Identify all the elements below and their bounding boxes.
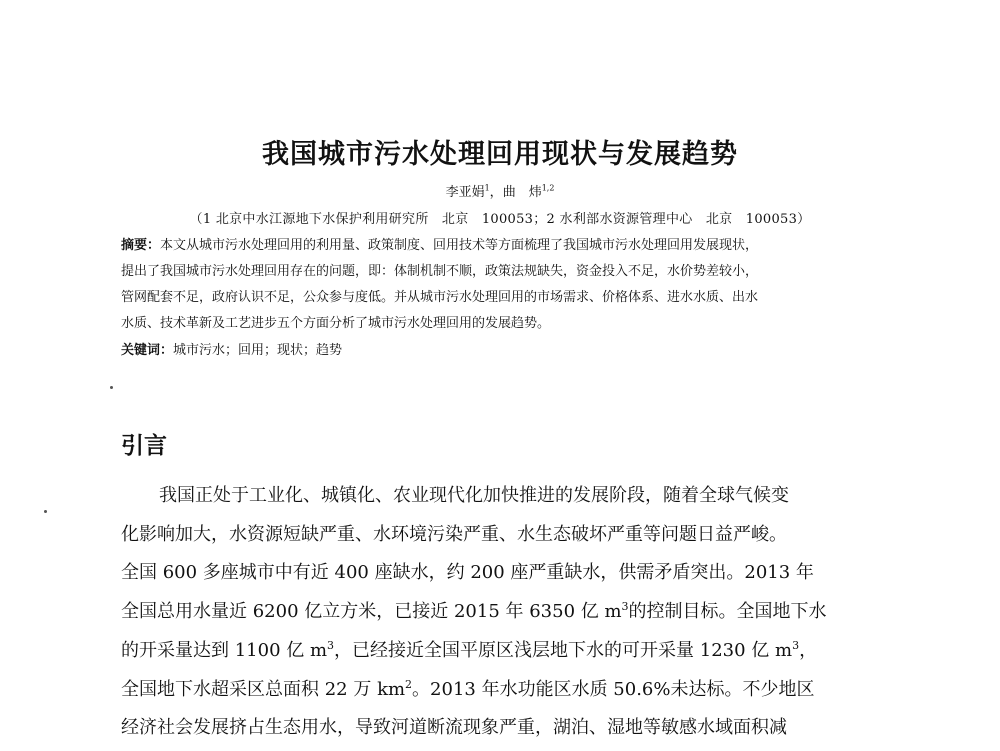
author-line <box>0 181 1000 200</box>
body-text-segment: ， <box>799 639 818 661</box>
superscript: 3 <box>621 600 629 614</box>
body-text-segment: 的控制目标。全国地下水 <box>628 601 827 623</box>
body-line: 我国正处于工业化、城镇化、农业现代化加快推进的发展阶段，随着全球气候变 <box>159 485 789 506</box>
body-line: 化影响加大，水资源短缺严重、水环境污染严重、水生态破坏严重等问题日益严峻。 <box>121 523 787 545</box>
author-affil-mark: 1 <box>484 183 490 193</box>
body-text-segment: 全国总用水量近 6200 亿立方米，已接近 2015 年 6350 亿 m <box>121 601 622 623</box>
scan-speck <box>44 510 47 513</box>
body-line-5 <box>121 632 879 671</box>
keywords-label: 关键词： <box>121 343 174 358</box>
body-line-4 <box>121 593 879 632</box>
abstract-line: 水质、技术革新及工艺进步五个方面分析了城市污水处理回用的发展趋势。 <box>121 316 551 331</box>
scan-speck <box>110 386 113 389</box>
keywords-text: 城市污水；回用；现状；趋势 <box>173 343 343 358</box>
superscript: 3 <box>792 638 800 652</box>
body-text-segment: 全国地下水超采区总面积 22 万 km <box>121 678 406 700</box>
body-line-6 <box>121 671 879 710</box>
abstract-line: 本文从城市污水处理回用的利用量、政策制度、回用技术等方面梳理了我国城市污水处理回用发展现状， <box>160 238 759 253</box>
abstract-line: 管网配套不足，政府认识不足，公众参与度低。并从城市污水处理回用的市场需求、价格体系、进水水质、出水 <box>121 290 759 305</box>
superscript: 2 <box>405 677 413 691</box>
body-text-segment: 。2013 年水功能区水质 50.6%未达标。不少地区 <box>412 678 815 700</box>
body-text-segment: ，已经接近全国平原区浅层地下水的可开采量 1230 亿 m <box>334 639 793 661</box>
keywords <box>121 340 881 362</box>
abstract-line: 提出了我国城市污水处理回用存在的问题，即：体制机制不顺，政策法规缺失，资金投入不足，水价势差较小， <box>121 264 759 279</box>
section-heading: 引言 <box>121 433 167 459</box>
body-line: 全国 600 多座城市中有近 400 座缺水，约 200 座严重缺水，供需矛盾突出。2013 年 <box>121 562 814 584</box>
superscript: 3 <box>327 638 335 652</box>
affiliation: （1 北京中水江源地下水保护利用研究所 北京 100053；2 水利部水资源管理中心 北京 100053） <box>189 212 811 227</box>
paper-title: 我国城市污水处理回用现状与发展趋势 <box>262 139 738 170</box>
body-paragraph <box>121 477 879 748</box>
abstract-label: 摘要： <box>121 238 161 253</box>
abstract <box>121 233 881 337</box>
author-affil-mark: 1,2 <box>541 183 555 193</box>
body-line: 经济社会发展挤占生态用水，导致河道断流现象严重，湖泊、湿地等敏感水域面积减 <box>121 717 787 739</box>
body-text-segment: 的开采量达到 1100 亿 m <box>121 639 328 661</box>
author-separator: ， <box>489 185 503 200</box>
author-name: 曲 炜 <box>502 185 542 200</box>
author-name: 李亚娟 <box>445 185 485 200</box>
